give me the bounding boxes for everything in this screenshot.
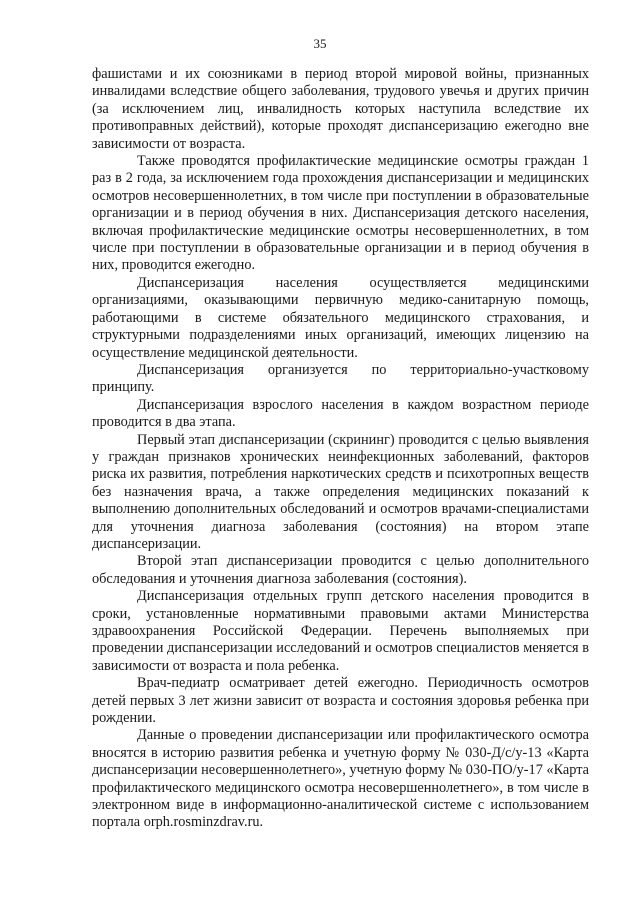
- paragraph: Первый этап диспансеризации (скрининг) проводится с целью выявления у граждан признаков хронических неинфекционных заболеваний, факторов риска их развития, потребления наркотических средств и психотропных веществ без назначения врача, а также определения медицинских показаний к выполнению дополнительных обследований и осмотров врачами-специалистами для уточнения диагноза заболевания (состояния) на втором этапе диспансеризации.: [92, 431, 589, 552]
- paragraph: Также проводятся профилактические медицинские осмотры граждан 1 раз в 2 года, за исключением года прохождения диспансеризации и медицинских осмотров несовершеннолетних, в том числе при поступлении в образовательные организации и в период обучения в них. Диспансеризация детского населения, включая профилактические медицинские осмотры несовершеннолетних, в том числе при поступлении в образовательные организации и в период обучения в них, проводится ежегодно.: [92, 153, 589, 274]
- paragraph: Диспансеризация отдельных групп детского населения проводится в сроки, установленные нормативными правовыми актами Министерства здравоохранения Российской Федерации. Перечень выполняемых при проведении диспансеризации исследований и осмотров специалистов меняется в зависимости от возраста и пола ребенка.: [92, 588, 589, 674]
- paragraph: Диспансеризация организуется по территориально-участковому принципу.: [92, 361, 589, 396]
- paragraph: Данные о проведении диспансеризации или профилактического осмотра вносятся в историю развития ребенка и учетную форму № 030-Д/с/у-13 «Карта диспансеризации несовершеннолетнего», учетную форму № 030-ПО/у-17 «Карта профилактического медицинского осмотра несовершеннолетнего», в том числе в электронном виде в информационно-аналитической системе с использованием портала orph.rosminzdrav.ru.: [92, 727, 589, 831]
- paragraph: Диспансеризация населения осуществляется медицинскими организациями, оказывающими первичную медико-санитарную помощь, работающими в системе обязательного медицинского страхования, и структурными подразделениями иных организаций, имеющих лицензию на осуществление медицинской деятельности.: [92, 274, 589, 361]
- document-body: [92, 66, 589, 832]
- page-number: 35: [313, 36, 327, 51]
- paragraph: Второй этап диспансеризации проводится с целью дополнительного обследования и уточнения диагноза заболевания (состояния).: [92, 553, 589, 587]
- paragraph: фашистами и их союзниками в период второй мировой войны, признанных инвалидами вследствие общего заболевания, трудового увечья и других причин (за исключением лиц, инвалидность которых наступила вследствие их противоправных действий), которые проходят диспансеризацию ежегодно вне зависимости от возраста.: [92, 66, 589, 152]
- paragraph: Диспансеризация взрослого населения в каждом возрастном периоде проводится в два этапа.: [92, 396, 589, 431]
- paragraph: Врач-педиатр осматривает детей ежегодно. Периодичность осмотров детей первых 3 лет жизни зависит от возраста и состояния здоровья ребенка при рождении.: [92, 675, 589, 727]
